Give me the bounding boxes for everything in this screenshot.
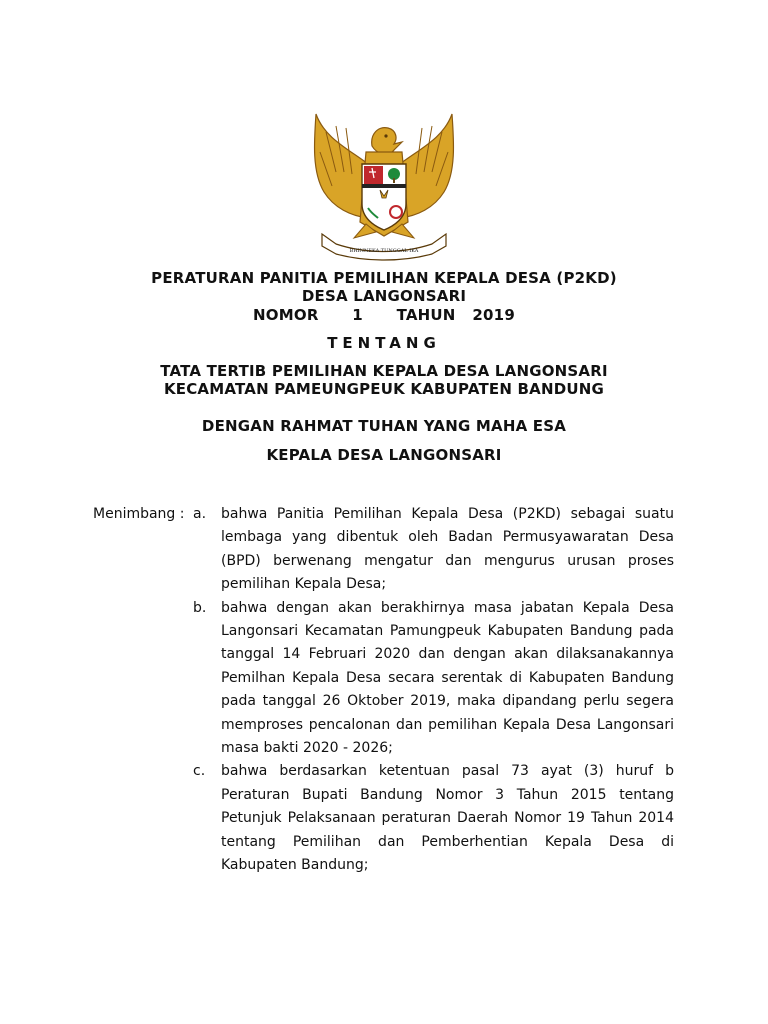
subject-line-2: KECAMATAN PAMEUNGPEUK KABUPATEN BANDUNG (163, 380, 605, 398)
item-text: bahwa dengan akan berakhirnya masa jabatan Kepala Desa Langonsari Kecamatan Pamungpeuk Kabupaten Bandung pada tanggal 14 Februari 2020 dan dengan akan dilaksanakannya Pemilhan Kepala Desa secara serentak di Kabupaten Bandung pada tanggal 26 Oktober 2019, maka dipandang perlu segera memproses pencalonan dan pemilihan Kepala Desa Langonsari masa bakti 2020 - 2026; (221, 599, 674, 757)
menimbang-label: Menimbang : (93, 506, 185, 522)
garuda-head-icon (372, 128, 402, 154)
tentang-heading: TENTANG (327, 334, 441, 352)
list-item (193, 503, 674, 597)
village-name: DESA LANGONSARI (301, 287, 467, 305)
item-letter: b. (193, 599, 207, 616)
regulation-title: PERATURAN PANITIA PEMILIHAN KEPALA DESA (P2KD) (151, 269, 617, 287)
item-text: bahwa berdasarkan ketentuan pasal 73 ayat (3) huruf b Peraturan Bupati Bandung Nomor 3 Tahun 2015 tentang Petunjuk Pelaksanaan peraturan Daerah Nomor 19 Tahun 2014 tentang Pemilihan dan Pemberhentian Kepala Desa di Kabupaten Bandung; (221, 763, 674, 874)
motto-text: BHINNEKA TUNGGAL IKA (349, 248, 419, 254)
subject-line-1: TATA TERTIB PEMILIHAN KEPALA DESA LANGONSARI (160, 362, 608, 380)
list-item (193, 597, 674, 761)
authority: KEPALA DESA LANGONSARI (266, 446, 502, 464)
item-letter: a. (193, 506, 207, 522)
considerations-list (193, 503, 674, 878)
motto-ribbon-icon (322, 234, 446, 260)
regulation-number: NOMOR 1 TAHUN 2019 (253, 306, 515, 324)
list-item (193, 760, 674, 877)
garuda-emblem (306, 112, 462, 262)
item-text: bahwa Panitia Pemilihan Kepala Desa (P2KD) sebagai suatu lembaga yang dibentuk oleh Badan Permusyawaratan Desa (BPD) berwenang mengatur dan mengurus urusan proses pemilihan Kepala Desa; (221, 506, 674, 593)
item-letter: c. (193, 763, 206, 780)
preamble: DENGAN RAHMAT TUHAN YANG MAHA ESA (201, 417, 567, 435)
